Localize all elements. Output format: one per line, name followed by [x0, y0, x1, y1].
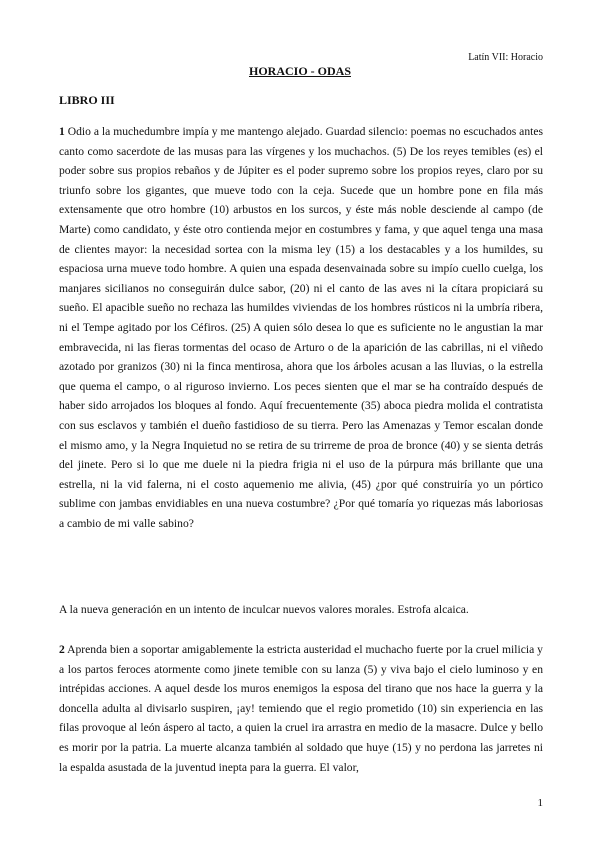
document-title: HORACIO - ODAS: [248, 64, 351, 78]
book-heading: LIBRO III: [59, 93, 115, 107]
poem-2-number: 2: [59, 643, 65, 656]
poem-1-paragraph: [59, 122, 543, 533]
poem-1-note: A la nueva generación en un intento de inculcar nuevos valores morales. Estrofa alcaica.: [59, 603, 469, 616]
poem-2-text: Aprenda bien a soportar amigablemente la estricta austeridad el muchacho fuerte por la cruel milicia y a los partos feroces atormente como jinete temible con su lanza (5) y viva bajo el cielo luminoso y en intrépidas acciones. A aquel desde los muros enemigos la esposa del tirano que nos hace la guerra y la doncella adulta al divisarlo suspiren, ¡ay! temiendo que el regio prometido (10) sin experiencia en las filas provoque al león áspero al tacto, a quien la cruel ira arrastra en medio de la masacre. Dulce y bello es morir por la patria. La muerte alcanza también al soldado que huye (15) y no perdona las jarretes ni la espalda asustada de la juventud inepta para la guerra. El valor,: [59, 643, 543, 774]
poem-2-paragraph: [59, 640, 543, 777]
poem-1-number: 1: [59, 125, 65, 138]
page-number: 1: [537, 797, 543, 809]
course-header: Latín VII: Horacio: [468, 52, 543, 63]
poem-1-text: Odio a la muchedumbre impía y me mantengo alejado. Guardad silencio: poemas no escuchados antes canto como sacerdote de las musas para las vírgenes y los muchachos. (5) De los reyes temibles (es) el poder sobre sus propios rebaños y de Júpiter es el poder supremo sobre los propios reyes, claro por su triunfo sobre los gigantes, que mueve todo con la ceja. Sucede que un hombre pone en fila más extensamente que otro hombre (10) arbustos en los surcos, y éste más noble desciende al campo (de Marte) como candidato, y éste otro contienda mejor en costumbres y fama, y que aquel tenga una masa de clientes mayor: la necesidad sortea con la misma ley (15) a los destacables y a los humildes, su espaciosa urna mueve todo hombre. A quien una espada desenvainada sobre su impío cuello cuelga, los manjares sicilianos no conseguirán dulce sabor, (20) ni el canto de las aves ni la cítara propiciará su sueño. El apacible sueño no rechaza las humildes viviendas de los hombres rústicos ni la umbría ribera, ni el Tempe agitado por los Céfiros. (25) A quien sólo desea lo que es suficiente no le angustian la mar embravecida, ni las fieras tormentas del ocaso de Arturo o de la aparición de las cabrillas, ni el viñedo azotado por granizos (30) ni la finca mentirosa, ahora que los árboles acusan a las lluvias, o la estrella que quema el campo, o al riguroso invierno. Los peces sienten que el mar se ha contraído después de haber sido arrojados los bloques al fondo. Aquí frecuentemente (35) aboca piedra molida el contratista con sus esclavos y también el dueño fastidioso de su tierra. Pero las Amenazas y Temor escalan donde el mismo amo, y la Negra Inquietud no se retira de su trirreme de proa de bronce (40) y se sienta detrás del jinete. Pero si lo que me duele ni la piedra frigia ni el uso de la púrpura más brillante que una estrella, ni la vid falerna, ni el costo aquemenio me alivia, (45) ¿por qué construiría yo un pórtico sublime con jambas envidiables en una nueva costumbre? ¿Por qué tomaría yo riquezas más laboriosas a cambio de mi valle sabino?: [59, 125, 544, 530]
